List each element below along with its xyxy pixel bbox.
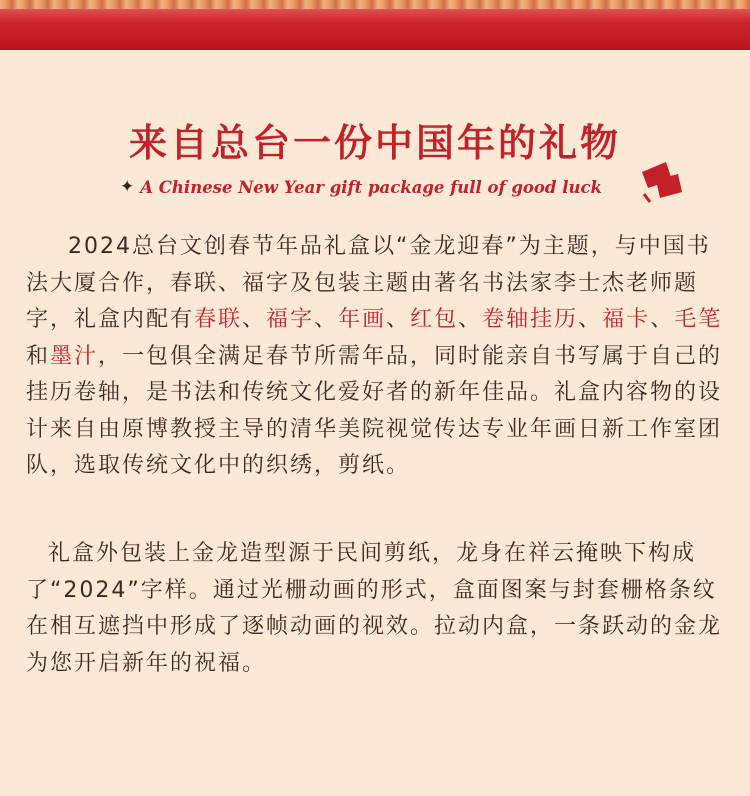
text-segment: 、 [386,307,411,332]
subtitle-row [120,172,640,202]
highlight-term: 年画 [338,307,387,332]
text-segment: 、 [650,307,675,332]
text-segment: ，一包俱全满足春节所需年品，同时能亲自书写属于自己的挂历卷轴，是书法和传统文化爱好者的新年佳品。礼盒内容物的设计来自由原博教授主导的清华美院视觉传达专业年画日新工作室团队，选取传统文化中的织绣，剪纸。 [26,343,723,478]
page-subtitle: A Chinese New Year gift package full of good luck [140,177,602,197]
red-flags-icon [636,158,686,204]
sparkle-icon: ✦ [120,176,135,197]
text-segment: 和 [26,343,51,369]
highlight-term: 春联 [194,307,243,332]
highlight-term: 墨汁 [50,343,99,369]
highlight-term: 福字 [266,307,315,332]
text-segment: 、 [578,307,603,332]
highlight-term: 红包 [410,307,459,332]
highlight-term: 毛笔 [674,307,723,332]
intro-paragraph [26,229,731,485]
text-segment: 、 [314,307,339,332]
banner-gold-trim [0,0,750,9]
banner-sheen [0,9,750,23]
text-segment: 2024总台文创春节年品礼盒以“金龙迎春”为主题，与中国书法大厦合作，春联、福字及包装主题由著名书法家李士杰老师题字，礼盒内配有 [26,234,711,332]
text-segment: 、 [242,307,267,332]
packaging-paragraph: 礼盒外包装上金龙造型源于民间剪纸，龙身在祥云掩映下构成了“2024”字样。通过光栅动画的形式，盒面图案与封套栅格条纹在相互遮挡中形成了逐帧动画的视效。拉动内盒，一条跃动的金龙为您开启新年的祝福。 [26,541,723,676]
top-banner [0,0,750,50]
page-title: 来自总台一份中国年的礼物 [128,120,621,165]
text-segment: 、 [458,307,483,332]
highlight-term: 福卡 [602,307,651,332]
highlight-term: 卷轴挂历 [482,307,579,332]
